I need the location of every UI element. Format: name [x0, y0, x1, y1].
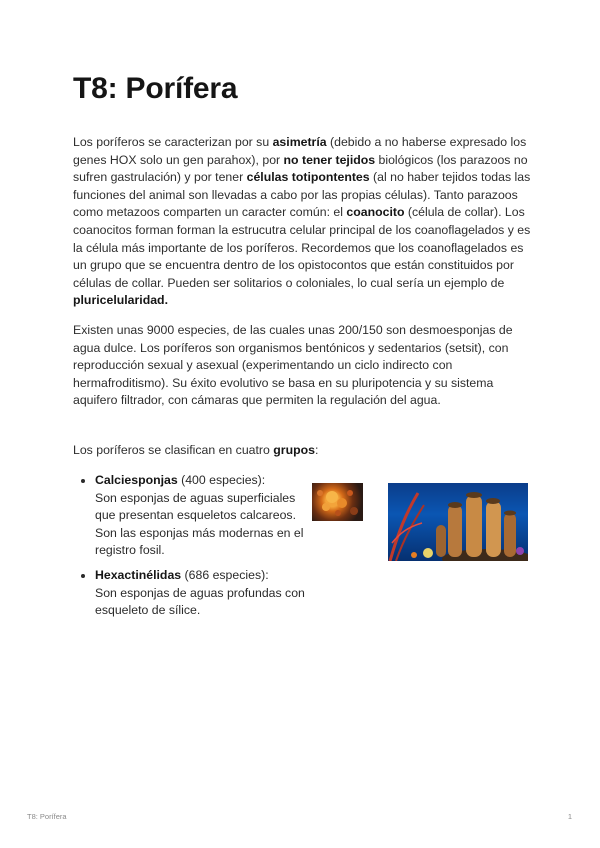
- tube-sponges-photo: [388, 483, 528, 561]
- footer-title: T8: Porífera: [27, 812, 67, 821]
- group-description: Son esponjas de aguas profundas con esqueleto de sílice.: [95, 585, 305, 618]
- intro-bold-term: coanocito: [346, 205, 405, 220]
- list-item: [95, 567, 305, 620]
- groups-intro-end: :: [314, 443, 319, 457]
- orange-sponge-photo: [312, 483, 363, 521]
- group-description: Son esponjas de aguas superficiales que presentan esqueletos calcareos. Son las esponjas más modernas en el registro fosil.: [95, 490, 304, 558]
- intro-text: (debido a no haberse expresado los genes HOX solo un gen parahox), por: [73, 135, 527, 167]
- page-title: T8: Porífera: [73, 72, 238, 105]
- species-paragraph: Existen unas 9000 especies, de las cuales unas 200/150 son desmoesponjas de agua dulce. Los poríferos son organismos bentónicos y sedentarios (setsit), con reproducción sexual y asexual (experimentando un ciclo indirecto con hermafroditismo). Su éxito evolutivo se basa en su pluripotencia y su sistema aquifero filtrador, con cámaras que permiten la regulación del agua.: [73, 323, 513, 408]
- group-count: (400 especies):: [177, 473, 266, 487]
- intro-bold-term: células totipontentes: [246, 170, 370, 185]
- group-name: Hexactinélidas: [95, 567, 182, 582]
- group-name: Calciesponjas: [95, 473, 178, 487]
- intro-bold-term: asimetría: [272, 135, 327, 149]
- intro-paragraph: [73, 134, 533, 310]
- intro-bold-term: pluricelularidad.: [73, 293, 168, 308]
- orange-sponge-illustration: [312, 483, 363, 521]
- groups-intro-bold: grupos: [273, 443, 315, 457]
- intro-text: biológicos (los parazoos no sufren gastrulación) y por tener: [73, 152, 528, 185]
- intro-text: (célula de collar). Los coanocitos forman forman la estrucutra celular principal de los coanoflagelados y es la célula más importante de los poríferos. Recordemos que los coanoflagelados es un grupo que se encuentra dentro de los opistocontos que están constituidos por células de collar. Pueden ser solitarios o coloniales, lo cual sería un ejemplo de: [73, 205, 531, 290]
- groups-intro-text: Los poríferos se clasifican en cuatro: [73, 443, 274, 457]
- intro-text: Los poríferos se caracterizan por su: [73, 135, 273, 149]
- intro-bold-term: no tener tejidos: [283, 152, 376, 167]
- tube-sponges-illustration: [388, 483, 528, 561]
- groups-intro: [73, 442, 533, 460]
- intro-text: (al no haber tejidos todas las funciones del animal son llevadas a cabo por las propias células). Tanto parazoos como metazoos comparten un caracter común: el: [73, 170, 531, 220]
- groups-list: [73, 472, 305, 627]
- page-number: 1: [567, 812, 572, 821]
- list-item: [95, 472, 305, 560]
- group-count: (686 especies):: [181, 567, 269, 582]
